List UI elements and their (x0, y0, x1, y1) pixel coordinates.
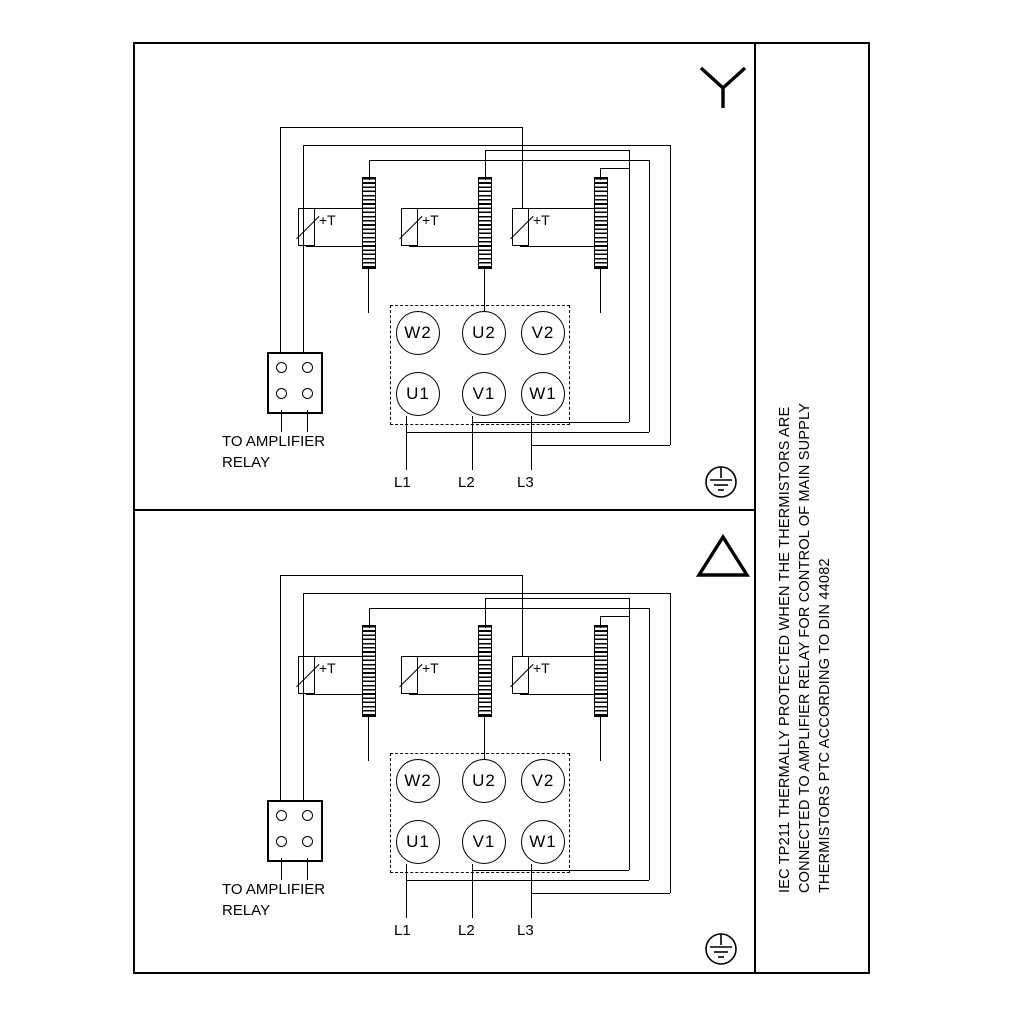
wire-top-4 (485, 150, 630, 151)
wire-l1 (406, 416, 407, 470)
wire2-top-3 (369, 608, 650, 609)
wire2-top-3-right (649, 608, 650, 880)
wire-top-3-right (649, 160, 650, 432)
terminal-w1: W1 (521, 372, 565, 416)
connector-pin-2 (302, 362, 313, 373)
ptc-element-5 (401, 656, 418, 694)
wire-bus-1 (406, 432, 649, 433)
connector-lead-2 (307, 410, 308, 432)
wire2-bus-2 (472, 870, 629, 871)
earth-ground-symbol (697, 462, 745, 504)
wire-ptc3-coil3 (520, 208, 598, 209)
wire-top-1-right (522, 127, 523, 208)
wire2-ptc3-coil3 (520, 656, 598, 657)
connector-pin-7 (276, 836, 287, 847)
wire2-coil3-down (600, 717, 601, 761)
wire-ptc1-coil1 (306, 208, 364, 209)
wire-l2 (472, 416, 473, 470)
supply-label-l1-delta: L1 (394, 922, 411, 939)
thermistor-label-2: +T (422, 212, 439, 228)
terminal-v2-delta: V2 (521, 759, 565, 803)
thermistor-label-1: +T (319, 212, 336, 228)
ptc-element-1 (298, 208, 315, 246)
wire2-top-4 (485, 598, 630, 599)
wire-coil3-down (600, 269, 601, 313)
wire2-l3 (531, 864, 532, 918)
wire2-coil1-down (368, 717, 369, 761)
wire2-top-1 (280, 575, 523, 576)
wire-bus-2 (472, 422, 629, 423)
wire2-bus-1 (406, 880, 649, 881)
terminal-w2-delta: W2 (396, 759, 440, 803)
ptc-element-3 (512, 208, 529, 246)
wire-top-3 (369, 160, 650, 161)
wire2-coil3-top (600, 616, 601, 628)
supply-label-l3: L3 (517, 474, 534, 491)
ptc-element-2 (401, 208, 418, 246)
wire2-l1 (406, 864, 407, 918)
note-line-2: CONNECTED TO AMPLIFIER RELAY FOR CONTROL OF MAIN SUPPLY (797, 402, 813, 893)
wire2-ptc1-bottom (306, 694, 364, 695)
thermistor-label-6: +T (533, 660, 550, 676)
wire2-ptc1-coil1 (306, 656, 364, 657)
wire-ptc2-coil2 (409, 208, 481, 209)
wire-top-3-left (369, 160, 370, 180)
panel-separator (133, 509, 754, 511)
supply-label-l2: L2 (458, 474, 475, 491)
wire-coil3-top-h (600, 168, 630, 169)
thermistor-coil-5 (478, 625, 492, 717)
wire-ptc2-bottom (409, 246, 481, 247)
amplifier-label-line2: RELAY (222, 454, 271, 471)
terminal-u2-delta: U2 (462, 759, 506, 803)
note-line-1: IEC TP211 THERMALLY PROTECTED WHEN THE THERMISTORS ARE (777, 406, 793, 893)
wire2-top-3-left (369, 608, 370, 628)
wire2-top-2-right (670, 593, 671, 893)
wye-star-symbol (695, 62, 751, 112)
thermistor-label-3: +T (533, 212, 550, 228)
connector-pin-5 (276, 810, 287, 821)
terminal-v2: V2 (521, 311, 565, 355)
connector-pin-6 (302, 810, 313, 821)
wire2-top-4-left (485, 598, 486, 628)
connector-lead-1 (281, 410, 282, 432)
connector-pin-8 (302, 836, 313, 847)
wire2-top-1-right (522, 575, 523, 656)
wire2-top-2-left (303, 593, 304, 808)
amplifier-connector-block (267, 352, 323, 414)
thermistor-label-5: +T (422, 660, 439, 676)
wire-coil3-top (600, 168, 601, 180)
terminal-v1: V1 (462, 372, 506, 416)
thermistor-coil-1 (362, 177, 376, 269)
thermistor-label-4: +T (319, 660, 336, 676)
wire-top-2-right (670, 145, 671, 445)
wire2-ptc3-bottom (520, 694, 598, 695)
wire2-top-1-left (280, 575, 281, 808)
wire2-coil3-top-h (600, 616, 630, 617)
connector-pin-3 (276, 388, 287, 399)
terminal-v1-delta: V1 (462, 820, 506, 864)
amplifier-label-line1: TO AMPLIFIER (222, 433, 326, 450)
ptc-element-6 (512, 656, 529, 694)
terminal-w2: W2 (396, 311, 440, 355)
supply-label-l2-delta: L2 (458, 922, 475, 939)
supply-label-l1: L1 (394, 474, 411, 491)
wire2-bus-3 (531, 893, 670, 894)
amplifier-label-line1-delta: TO AMPLIFIER (222, 881, 326, 898)
ptc-element-4 (298, 656, 315, 694)
wire-top-1 (280, 127, 523, 128)
wire2-top-2 (303, 593, 671, 594)
note-line-3: THERMISTORS PTC ACCORDING TO DIN 44082 (817, 558, 833, 893)
wire-top-2-left (303, 145, 304, 360)
triangle-delta-symbol (694, 533, 752, 579)
wire-ptc1-bottom (306, 246, 364, 247)
connector-lead-4 (307, 858, 308, 880)
wire-l3 (531, 416, 532, 470)
wire2-top-4-right (629, 598, 630, 870)
notes-column-separator (754, 42, 756, 974)
connector-pin-4 (302, 388, 313, 399)
thermistor-coil-3 (594, 177, 608, 269)
wire-top-2 (303, 145, 671, 146)
wire-top-4-right (629, 150, 630, 422)
wire-coil1-down (368, 269, 369, 313)
wire2-ptc2-coil2 (409, 656, 481, 657)
earth-ground-symbol-2 (697, 929, 745, 971)
amplifier-label-line2-delta: RELAY (222, 902, 271, 919)
terminal-u1-delta: U1 (396, 820, 440, 864)
wire-bus-3 (531, 445, 670, 446)
wire2-ptc2-bottom (409, 694, 481, 695)
thermistor-coil-4 (362, 625, 376, 717)
connector-pin-1 (276, 362, 287, 373)
terminal-u2: U2 (462, 311, 506, 355)
wire-ptc3-bottom (520, 246, 598, 247)
wire-top-4-left (485, 150, 486, 180)
wire2-l2 (472, 864, 473, 918)
terminal-w1-delta: W1 (521, 820, 565, 864)
thermistor-coil-6 (594, 625, 608, 717)
amplifier-connector-block-2 (267, 800, 323, 862)
thermistor-coil-2 (478, 177, 492, 269)
connector-lead-3 (281, 858, 282, 880)
supply-label-l3-delta: L3 (517, 922, 534, 939)
wire-top-1-left (280, 127, 281, 360)
terminal-u1: U1 (396, 372, 440, 416)
